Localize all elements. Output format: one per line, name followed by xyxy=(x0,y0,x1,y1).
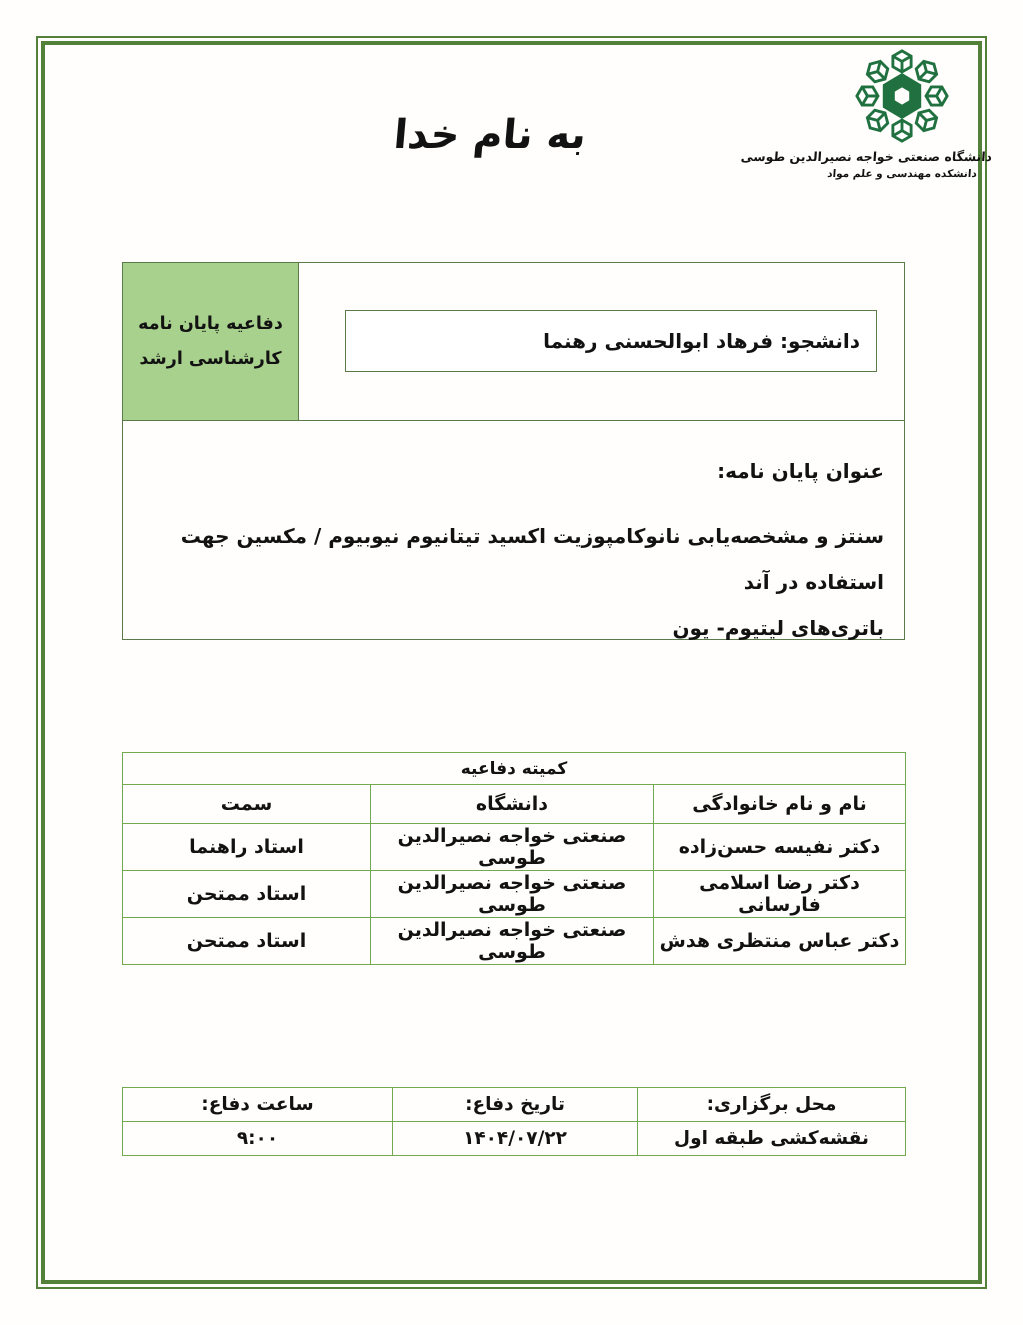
time-label: ساعت دفاع: xyxy=(123,1088,393,1122)
thesis-title-area xyxy=(123,421,904,639)
faculty-name-text: دانشکده مهندسی و علم مواد xyxy=(826,168,978,180)
committee-col-name: نام و نام خانوادگی xyxy=(654,785,906,824)
member-role: استاد راهنما xyxy=(123,824,371,871)
committee-row xyxy=(123,918,906,965)
student-name-text: دانشجو: فرهاد ابوالحسنی رهنما xyxy=(543,329,860,353)
date-label: تاریخ دفاع: xyxy=(393,1088,638,1122)
committee-col-university: دانشگاه xyxy=(371,785,654,824)
defense-type-line1: دفاعیه پایان نامه xyxy=(138,314,283,334)
thesis-title-line2: باتری‌های لیتیوم- یون xyxy=(672,616,884,640)
committee-table xyxy=(122,752,906,965)
thesis-title-label: عنوان پایان نامه: xyxy=(717,459,884,483)
university-logo-block xyxy=(740,48,993,180)
time-value: ۹:۰۰ xyxy=(123,1122,393,1156)
member-university: صنعتی خواجه نصیرالدین طوسی xyxy=(371,918,654,965)
bismillah-calligraphy: به نام خدا xyxy=(391,112,589,158)
member-name: دکتر نفیسه حسن‌زاده xyxy=(654,824,906,871)
venue-label: محل برگزاری: xyxy=(638,1088,906,1122)
university-name-text: دانشگاه صنعتی خواجه نصیرالدین طوسی xyxy=(740,149,993,164)
thesis-title-text xyxy=(143,513,884,651)
venue-value: نقشه‌کشی طبقه اول xyxy=(638,1122,906,1156)
committee-col-role: سمت xyxy=(123,785,371,824)
schedule-table xyxy=(122,1087,906,1156)
member-name: دکتر رضا اسلامی فارسانی xyxy=(654,871,906,918)
committee-table-title: کمیته دفاعیه xyxy=(123,753,906,785)
defense-type-line2: کارشناسی ارشد xyxy=(139,349,282,369)
thesis-title-line1: سنتز و مشخصه‌یابی نانوکامپوزیت اکسید تیتانیوم نیوبیوم / مکسین جهت استفاده در آند xyxy=(180,524,884,594)
defense-info-table xyxy=(122,262,905,640)
member-university: صنعتی خواجه نصیرالدین طوسی xyxy=(371,824,654,871)
member-role: استاد ممتحن xyxy=(123,871,371,918)
student-name-box xyxy=(345,310,877,372)
member-university: صنعتی خواجه نصیرالدین طوسی xyxy=(371,871,654,918)
date-value: ۱۴۰۴/۰۷/۲۲ xyxy=(393,1122,638,1156)
committee-row xyxy=(123,824,906,871)
member-name: دکتر عباس منتظری هدش xyxy=(654,918,906,965)
committee-row xyxy=(123,871,906,918)
defense-type-cell xyxy=(122,262,299,421)
member-role: استاد ممتحن xyxy=(123,918,371,965)
university-logo-icon xyxy=(854,48,950,144)
